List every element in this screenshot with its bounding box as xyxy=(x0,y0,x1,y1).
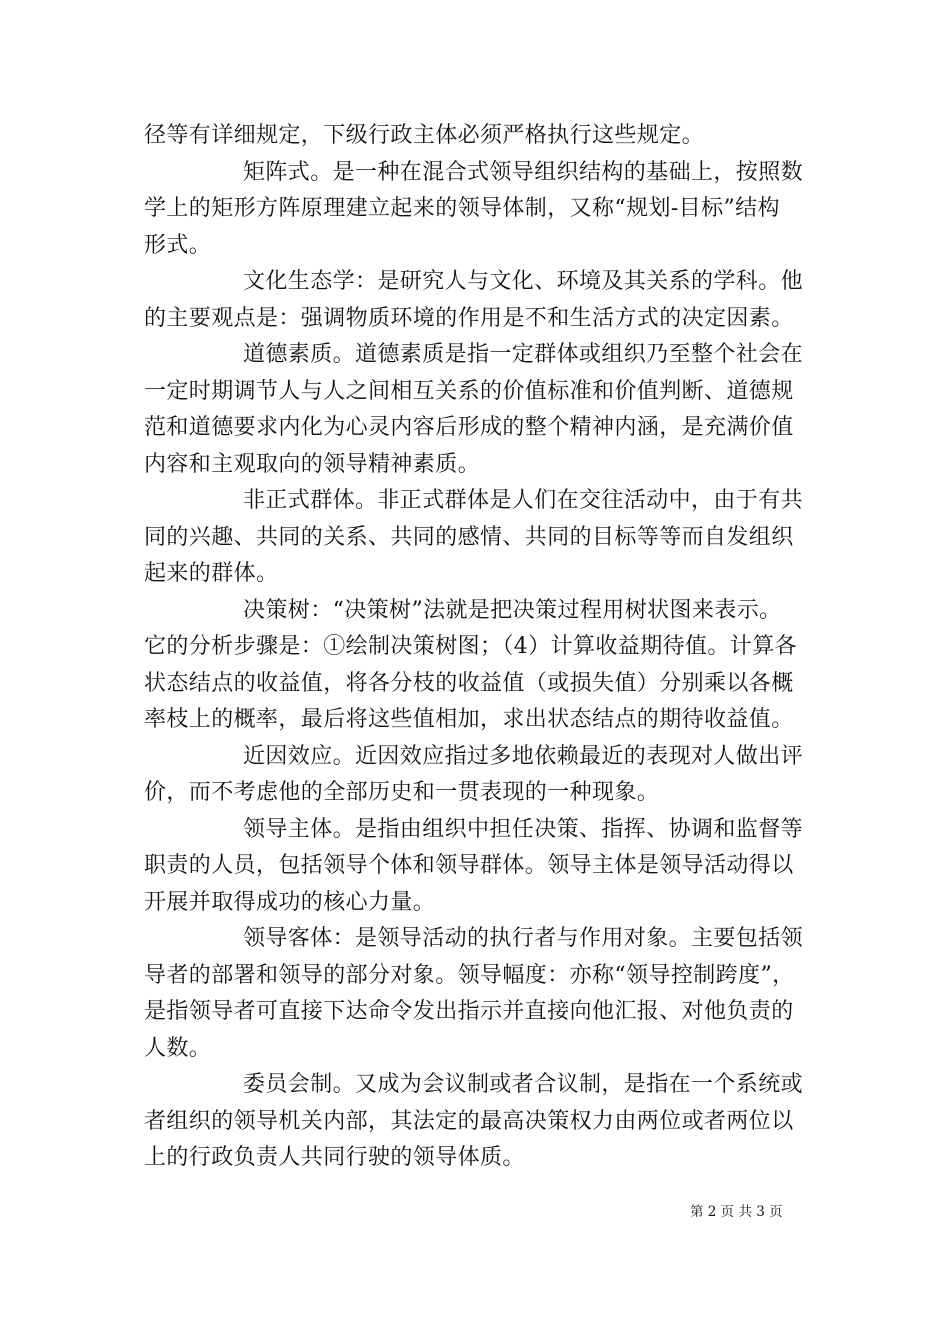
text-line: 上的行政负责人共同行驶的领导体质。 xyxy=(144,1145,525,1170)
text-line: 近因效应。近因效应指过多地依赖最近的表现对人做出评 xyxy=(243,743,804,769)
document-page xyxy=(144,118,808,1177)
text-line: 领导主体。是指由组织中担任决策、指挥、协调和监督等 xyxy=(243,816,804,842)
text-line: 范和道德要求内化为心灵内容后形成的整个精神内涵，是充满价值 xyxy=(144,415,794,440)
text-line: 文化生态学：是研究人与文化、环境及其关系的学科。他 xyxy=(243,269,804,294)
text-line: 委员会制。又成为会议制或者合议制，是指在一个系统或 xyxy=(243,1072,804,1097)
page-number: 第 2 页 共 3 页 xyxy=(690,1204,783,1220)
text-line: 人数。 xyxy=(144,1035,212,1061)
text-line: 领导客体：是领导活动的执行者与作用对象。主要包括领 xyxy=(243,926,804,951)
text-line: 决策树：“决策树”法就是把决策过程用树状图来表示。 xyxy=(243,597,782,623)
text-line: 起来的群体。 xyxy=(144,561,279,586)
text-line: 者组织的领导机关内部，其法定的最高决策权力由两位或者两位以 xyxy=(144,1108,794,1134)
text-line: 同的兴趣、共同的关系、共同的感情、共同的目标等等而自发组织 xyxy=(144,524,794,550)
text-line: 它的分析步骤是：①绘制决策树图；（4）计算收益期待值。计算各 xyxy=(144,634,797,659)
text-line: 内容和主观取向的领导精神素质。 xyxy=(144,451,481,477)
text-line: 形式。 xyxy=(144,232,212,258)
text-line: 非正式群体。非正式群体是人们在交往活动中，由于有共 xyxy=(243,488,804,513)
text-line: 学上的矩形方阵原理建立起来的领导体制，又称“规划-目标”结构 xyxy=(144,196,780,221)
text-line: 率枝上的概率，最后将这些值相加，求出状态结点的期待收益值。 xyxy=(144,707,794,732)
text-line: 矩阵式。是一种在混合式领导组织结构的基础上，按照数 xyxy=(243,159,804,185)
document-body xyxy=(144,118,808,1177)
text-line: 导者的部署和领导的部分对象。领导幅度：亦称“领导控制跨度”， xyxy=(144,962,795,988)
text-line: 径等有详细规定，下级行政主体必须严格执行这些规定。 xyxy=(144,123,705,148)
text-line: 职责的人员，包括领导个体和领导群体。领导主体是领导活动得以 xyxy=(144,853,794,878)
text-line: 状态结点的收益值，将各分枝的收益值（或损失值）分别乘以各概 xyxy=(144,670,794,696)
text-line: 一定时期调节人与人之间相互关系的价值标准和价值判断、道德规 xyxy=(144,378,794,404)
text-line: 的主要观点是：强调物质环境的作用是不和生活方式的决定因素。 xyxy=(144,305,794,331)
text-line: 是指领导者可直接下达命令发出指示并直接向他汇报、对他负责的 xyxy=(144,999,794,1024)
text-line: 道德素质。道德素质是指一定群体或组织乃至整个社会在 xyxy=(243,342,804,367)
text-line: 开展并取得成功的核心力量。 xyxy=(144,889,436,915)
text-line: 价，而不考虑他的全部历史和一贯表现的一种现象。 xyxy=(144,780,660,805)
